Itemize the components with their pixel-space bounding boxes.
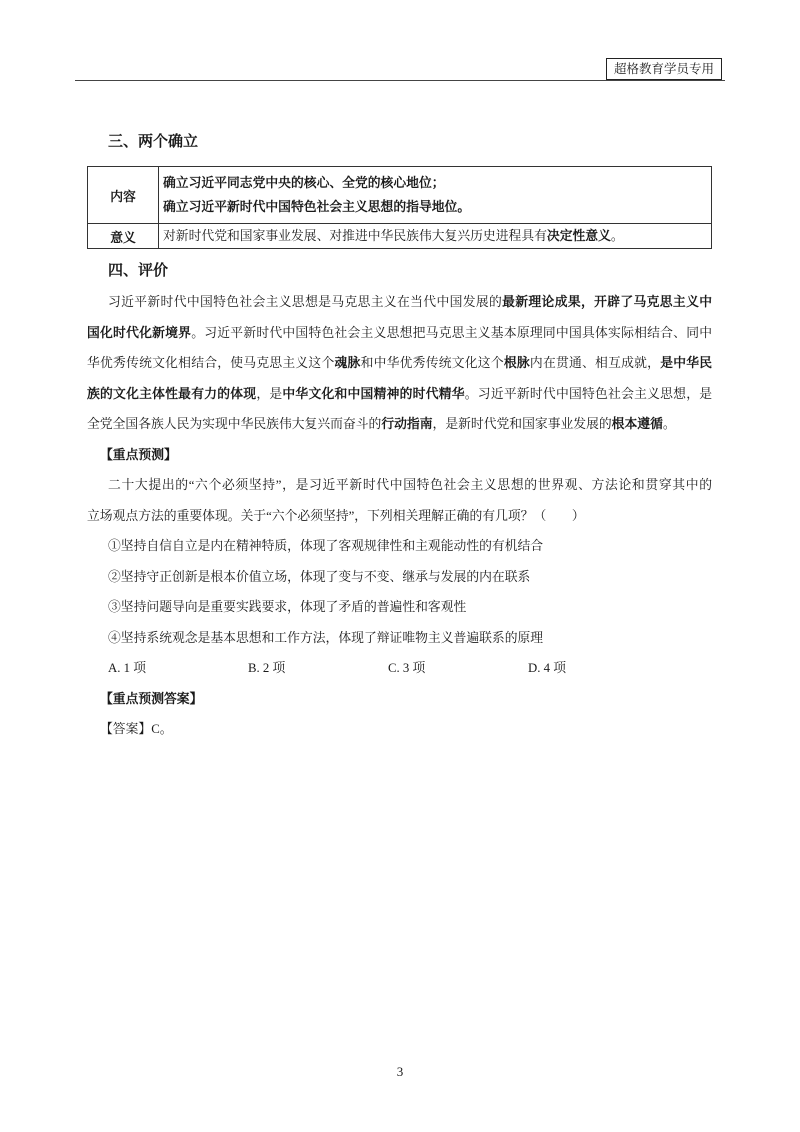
text-segment: 华优秀传统文化相结合，使马克思主义这个 [87, 356, 335, 370]
evaluation-line [87, 318, 712, 349]
bold-segment: 行动指南 [381, 417, 433, 431]
row-significance-cell [159, 224, 712, 249]
text-segment: 。 [610, 229, 624, 243]
bold-segment: 最新理论成果，开辟了马克思主义中 [502, 295, 713, 309]
question-line: 二十大提出的“六个必须坚持”，是习近平新时代中国特色社会主义思想的世界观、方法论和贯穿其中的 [108, 478, 712, 492]
body-flow [87, 287, 712, 745]
choice-a: A. 1 项 [108, 661, 147, 675]
answer-heading: 【重点预测答案】 [100, 691, 203, 706]
section-4-title: 四、评价 [108, 263, 169, 279]
choice-d: D. 4 项 [528, 661, 567, 675]
section-3-title: 三、两个确立 [108, 134, 199, 150]
content-line: 确立习近平同志党中央的核心、全党的核心地位； [163, 176, 445, 190]
bold-segment: 是中华民 [660, 356, 713, 370]
text-segment: ，是 [256, 386, 283, 401]
evaluation-line [87, 409, 712, 440]
text-segment: 习近平新时代中国特色社会主义思想是马克思主义在当代中国发展的 [108, 295, 503, 309]
evaluation-line [87, 348, 712, 379]
bold-segment: 决定性意义 [546, 229, 611, 243]
evaluation-line [87, 287, 712, 318]
page-number: 3 [396, 1064, 404, 1079]
table-row [88, 224, 712, 249]
bold-segment: 根本遵循 [611, 417, 663, 431]
evaluation-line [87, 379, 712, 410]
option-3: ③坚持问题导向是重要实践要求，体现了矛盾的普遍性和客观性 [108, 600, 467, 614]
content-line: 确立习近平新时代中国特色社会主义思想的指导地位。 [163, 200, 471, 214]
option-4: ④坚持系统观念是基本思想和工作方法，体现了辩证唯物主义普遍联系的原理 [108, 630, 544, 645]
bold-segment: 魂脉 [334, 356, 361, 370]
choice-c: C. 3 项 [388, 661, 426, 675]
text-segment: 。习近平新时代中国特色社会主义思想把马克思主义基本原理同中国具体实际相结合、同中 [191, 325, 713, 340]
header-rule [75, 80, 725, 81]
row-content-cell [159, 167, 712, 224]
choice-row [87, 653, 712, 684]
option-2: ②坚持守正创新是根本价值立场，体现了变与不变、继承与发展的内在联系 [108, 569, 531, 584]
text-segment: 和中华优秀传统文化这个 [360, 356, 504, 370]
text-segment: 内在贯通、相互成就， [529, 356, 661, 370]
answer-text: 【答案】C。 [100, 722, 173, 736]
text-segment: 全党全国各族人民为实现中华民族伟大复兴而奋斗的 [87, 417, 382, 431]
header-badge: 超格教育学员专用 [606, 58, 722, 80]
bold-segment: 根脉 [503, 356, 530, 370]
text-segment: 。 [662, 417, 676, 431]
establishment-table [87, 166, 712, 249]
prediction-heading: 【重点预测】 [100, 447, 177, 462]
option-1: ①坚持自信自立是内在精神特质，体现了客观规律性和主观能动性的有机结合 [108, 539, 544, 553]
text-segment: 对新时代党和国家事业发展、对推进中华民族伟大复兴历史进程具有 [163, 229, 547, 243]
text-segment: ，是新时代党和国家事业发展的 [432, 417, 612, 431]
bold-segment: 国化时代化新境界 [87, 325, 192, 340]
bold-segment: 族的文化主体性最有力的体现 [87, 386, 257, 401]
question-line: 立场观点方法的重要体现。关于“六个必须坚持”，下列相关理解正确的有几项？（ ） [87, 508, 585, 523]
row-label-content: 内容 [88, 167, 159, 224]
table-row [88, 167, 712, 224]
row-label-significance: 意义 [88, 224, 159, 249]
bold-segment: 中华文化和中国精神的时代精华 [282, 386, 465, 401]
significance-line [163, 224, 707, 248]
text-segment: 。习近平新时代中国特色社会主义思想，是 [464, 386, 713, 401]
choice-b: B. 2 项 [248, 661, 286, 675]
